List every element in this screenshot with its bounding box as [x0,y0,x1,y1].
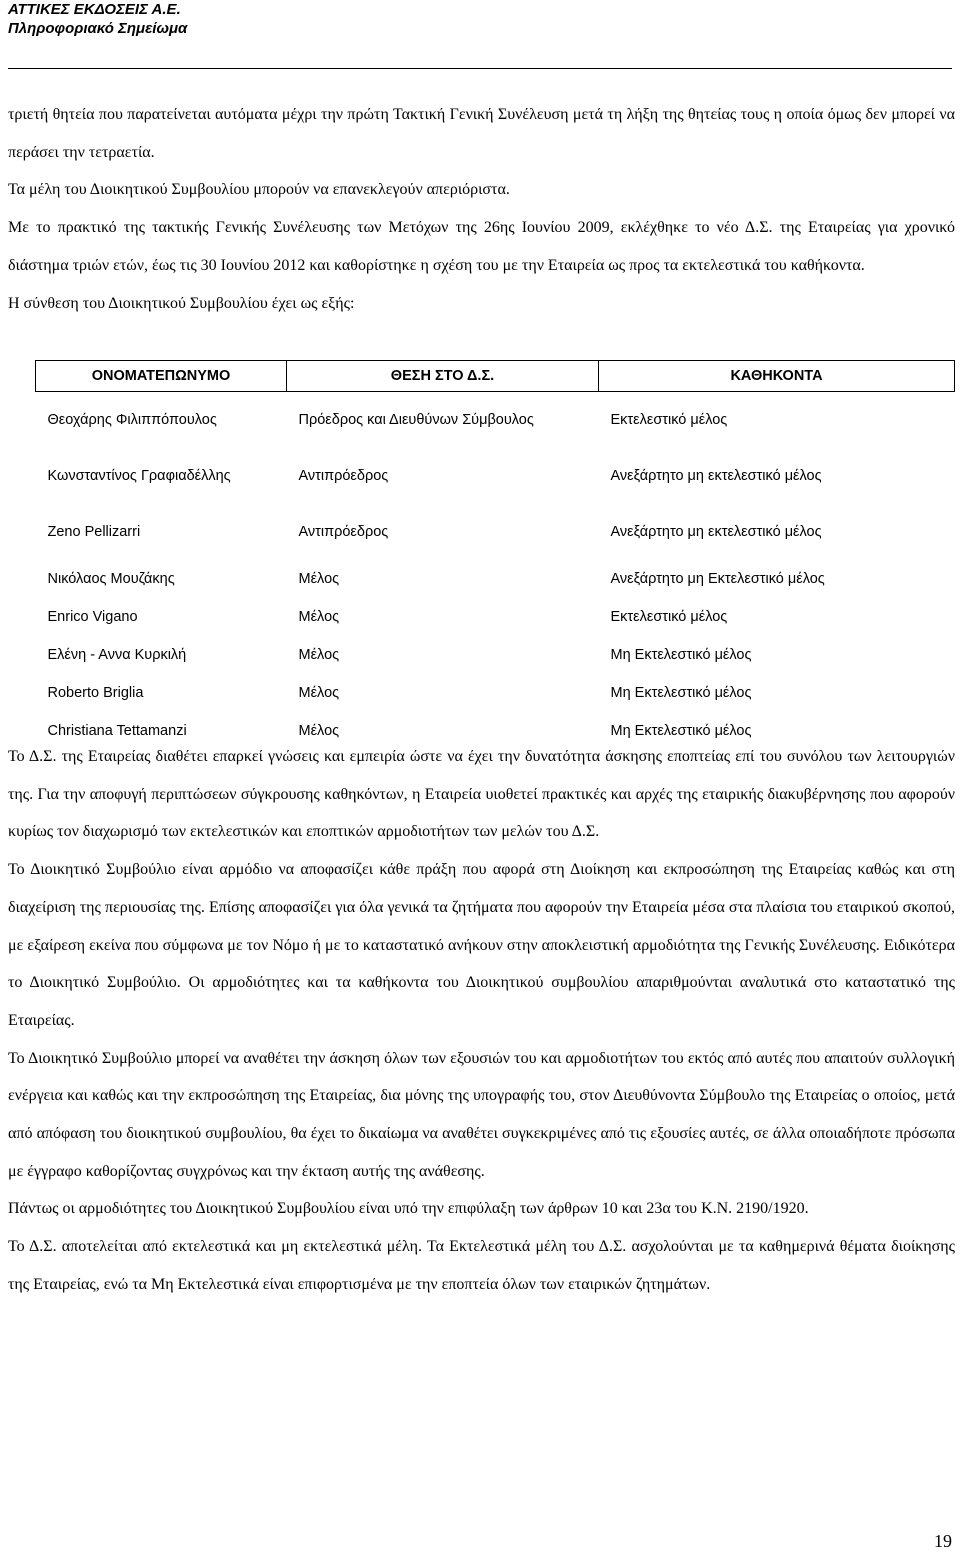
company-name: ΑΤΤΙΚΕΣ ΕΚΔΟΣΕΙΣ Α.Ε. [8,1,181,18]
table-row [36,598,955,636]
paragraph: Το Διοικητικό Συμβούλιο μπορεί να αναθέτει την άσκηση όλων των εξουσιών του και αρμοδιοτήτων του εκτός από αυτές που απαιτούν συλλογική ενέργεια και καθώς και την εκπροσώπηση της Εταιρείας, δια μόνης της υπογραφής του, στον Διευθύνοντα Σύμβουλο της Εταιρείας ο οποίος, μετά από απόφαση του διοικητικού συμβουλίου, θα έχει το δικαίωμα να αναθέτει συγκεκριμένες από τις εξουσίες αυτές, σε άλλα οποιαδήποτε πρόσωπα με έγγραφο καθορίζοντας συγχρόνως και την έκταση αυτής της ανάθεσης. [8,1049,955,1180]
member-name: Κωνσταντίνος Γραφιαδέλλης [47,467,231,484]
paragraph: Το Δ.Σ. αποτελείται από εκτελεστικά και μη εκτελεστικά μέλη. Τα Εκτελεστικά μέλη του Δ.Σ. ασχολούνται με τα καθημερινά θέματα διοίκησης της Εταιρείας, ενώ τα Μη Εκτελεστικά είναι επιφορτισμένα με την εποπτεία όλων των εταιρικών ζητημάτων. [8,1238,955,1293]
board-description-section [8,738,955,1304]
table-row [36,560,955,598]
member-position: Αντιπρόεδρος [298,467,389,484]
member-position: Μέλος [298,722,340,739]
member-duties: Μη Εκτελεστικό μέλος [610,646,752,663]
member-duties: Ανεξάρτητο μη Εκτελεστικό μέλος [610,570,825,587]
intro-section [8,96,955,322]
member-name: Roberto Briglia [47,684,144,701]
paragraph: Με το πρακτικό της τακτικής Γενικής Συνέλευσης των Μετόχων της 26ης Ιουνίου 2009, εκλέχθηκε το νέο Δ.Σ. της Εταιρείας για χρονικό διάστημα τριών ετών, έως τις 30 Ιουνίου 2012 και καθορίστηκε η σχέση του με την Εταιρεία ως προς τα εκτελεστικά του καθήκοντα. [8,219,955,274]
page-number: 19 [934,1531,952,1551]
table-header-row [36,361,955,392]
board-composition-table [35,360,955,750]
member-position: Μέλος [298,570,340,587]
member-position: Μέλος [298,684,340,701]
member-duties: Εκτελεστικό μέλος [610,411,728,428]
paragraph: Πάντως οι αρμοδιότητες του Διοικητικού Συμβουλίου είναι υπό την επιφύλαξη των άρθρων 10 και 23α του Κ.Ν. 2190/1920. [8,1200,809,1218]
table-row [36,636,955,674]
member-position: Μέλος [298,608,340,625]
header-duties: ΚΑΘΗΚΟΝΤΑ [599,361,955,392]
table-row [36,674,955,712]
member-name: Νικόλαος Μουζάκης [47,570,175,587]
member-name: Zeno Pellizarri [47,523,141,540]
member-duties: Ανεξάρτητο μη εκτελεστικό μέλος [610,523,822,540]
member-duties: Μη Εκτελεστικό μέλος [610,684,752,701]
member-position: Μέλος [298,646,340,663]
member-name: Enrico Vigano [47,608,138,625]
paragraph: τριετή θητεία που παρατείνεται αυτόματα μέχρι την πρώτη Τακτική Γενική Συνέλευση μετά τη λήξη της θητείας τους η οποία όμως δεν μπορεί να περάσει την τετραετία. [8,106,955,161]
member-name: Christiana Tettamanzi [47,722,187,739]
member-position: Πρόεδρος και Διευθύνων Σύμβουλος [298,411,534,428]
table-row [36,504,955,560]
paragraph: Το Διοικητικό Συμβούλιο είναι αρμόδιο να αποφασίζει κάθε πράξη που αφορά στη Διοίκηση και εκπροσώπηση της Εταιρείας καθώς και στη διαχείριση της περιουσίας της. Επίσης αποφασίζει για όλα γενικά τα ζητήματα που αφορούν την Εταιρεία μέσα στα πλαίσια του εταιρικού σκοπού, με εξαίρεση εκείνα που σύμφωνα με τον Νόμο ή με το καταστατικό ανήκουν στην αποκλειστική αρμοδιότητα της Γενικής Συνέλευσης. Ειδικότερα το Διοικητικό Συμβούλιο. Οι αρμοδιότητες και τα καθήκοντα του Διοικητικού συμβουλίου απαριθμούνται αναλυτικά στο καταστατικό της Εταιρείας. [8,861,955,1029]
member-duties: Εκτελεστικό μέλος [610,608,728,625]
member-duties: Ανεξάρτητο μη εκτελεστικό μέλος [610,467,822,484]
header-divider [8,68,952,69]
paragraph: Το Δ.Σ. της Εταιρείας διαθέτει επαρκεί γνώσεις και εμπειρία ώστε να έχει την δυνατότητα άσκησης εποπτείας επί του συνόλου των λειτουργιών της. Για την αποφυγή περιπτώσεων σύγκρουσης καθηκόντων, η Εταιρεία υιοθετεί πρακτικές και αρχές της εταιρικής διακυβέρνησης που αφορούν κυρίως τον διαχωρισμό των εκτελεστικών και εποπτικών αρμοδιοτήτων των μελών του Δ.Σ. [8,748,955,841]
header-name: ΟΝΟΜΑΤΕΠΩΝΥΜΟ [36,361,287,392]
table-row [36,448,955,504]
page-header [8,0,187,38]
member-duties: Μη Εκτελεστικό μέλος [610,722,752,739]
paragraph: Τα μέλη του Διοικητικού Συμβουλίου μπορούν να επανεκλεγούν απεριόριστα. [8,181,510,199]
header-position: ΘΕΣΗ ΣΤΟ Δ.Σ. [287,361,599,392]
paragraph: Η σύνθεση του Διοικητικού Συμβουλίου έχει ως εξής: [8,294,355,312]
member-name: Ελένη - Αννα Κυρκιλή [47,646,187,663]
table-row [36,392,955,448]
member-name: Θεοχάρης Φιλιππόπουλος [47,411,217,428]
document-title: Πληροφοριακό Σημείωμα [8,20,188,37]
member-position: Αντιπρόεδρος [298,523,389,540]
